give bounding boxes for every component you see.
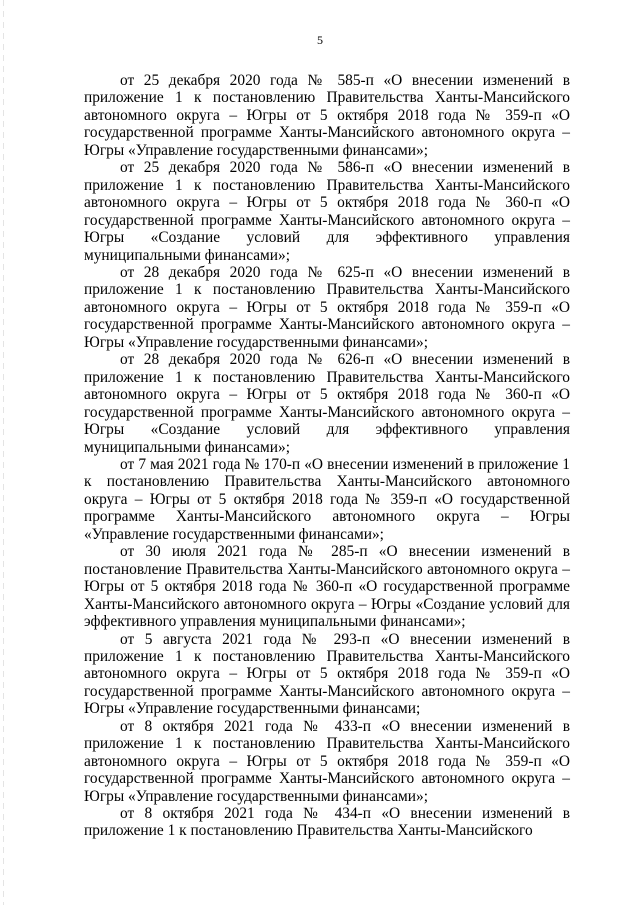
scan-margin-edge	[3, 0, 4, 905]
paragraph-resolution-285: от 30 июля 2021 года № 285-п «О внесении изменений в постановление Правительства Ханты-Мансийского автономного округа – Югры от 5 октября 2018 года № 360-п «О государственной программе Ханты-Мансийского автономного округа – Югры «Создание условий для эффективного управления муниципальными финансами»;	[84, 543, 570, 631]
paragraph-resolution-585: от 25 декабря 2020 года № 585-п «О внесении изменений в приложение 1 к постановлению Правительства Ханты-Мансийского автономного округа – Югры от 5 октября 2018 года № 359-п «О государственной программе Ханты-Мансийского автономного округа – Югры «Управление государственными финансами»;	[84, 72, 570, 159]
paragraph-resolution-293: от 5 августа 2021 года № 293-п «О внесении изменений в приложение 1 к постановлению Правительства Ханты-Мансийского автономного округа – Югры от 5 октября 2018 года № 359-п «О государственной программе Ханты-Мансийского автономного округа – Югры «Управление государственными финансами;	[84, 630, 570, 718]
paragraph-resolution-586: от 25 декабря 2020 года № 586-п «О внесении изменений в приложение 1 к постановлению Правительства Ханты-Мансийского автономного округа – Югры от 5 октября 2018 года № 360-п «О государственной программе Ханты-Мансийского автономного округа – Югры «Создание условий для эффективного управления муниципальными финансами»;	[84, 159, 570, 264]
paragraph-resolution-625: от 28 декабря 2020 года № 625-п «О внесении изменений в приложение 1 к постановлению Правительства Ханты-Мансийского автономного округа – Югры от 5 октября 2018 года № 359-п «О государственной программе Ханты-Мансийского автономного округа – Югры «Управление государственными финансами»;	[84, 263, 570, 351]
document-body	[84, 72, 570, 840]
paragraph-resolution-433: от 8 октября 2021 года № 433-п «О внесении изменений в приложение 1 к постановлению Правительства Ханты-Мансийского автономного округа – Югры от 5 октября 2018 года № 359-п «О государственной программе Ханты-Мансийского автономного округа – Югры «Управление государственными финансами»;	[84, 717, 570, 805]
page-number: 5	[317, 33, 323, 47]
paragraph-resolution-170: от 7 мая 2021 года № 170-п «О внесении изменений в приложение 1 к постановлению Правительства Ханты-Мансийского автономного округа – Югры от 5 октября 2018 года № 359-п «О государственной программе Ханты-Мансийского автономного округа – Югры «Управление государственными финансами»;	[84, 455, 570, 543]
paragraph-resolution-434: от 8 октября 2021 года № 434-п «О внесении изменений в приложение 1 к постановлению Правительства Ханты-Мансийского	[84, 805, 570, 840]
paragraph-resolution-626: от 28 декабря 2020 года № 626-п «О внесении изменений в приложение 1 к постановлению Правительства Ханты-Мансийского автономного округа – Югры от 5 октября 2018 года № 360-п «О государственной программе Ханты-Мансийского автономного округа – Югры «Создание условий для эффективного управления муниципальными финансами»;	[84, 351, 570, 456]
